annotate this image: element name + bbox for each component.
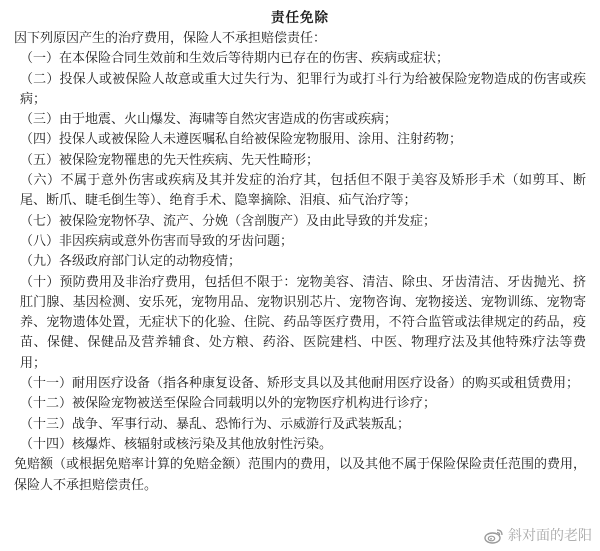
clause-5: （五）被保险宠物罹患的先天性疾病、先天性畸形； [20, 152, 320, 168]
clause-8: （八）非因疾病或意外伤害而导致的牙齿问题； [20, 233, 294, 249]
clause-14: （十四）核爆炸、核辐射或核污染及其他放射性污染。 [20, 436, 333, 452]
watermark [484, 525, 592, 545]
clause-12: （十二）被保险宠物被送至保险合同载明以外的宠物医疗机构进行诊疗； [20, 396, 437, 412]
clause-11: （十一）耐用医疗设备（指各种康复设备、矫形支具以及其他耐用医疗设备）的购买或租赁费用； [20, 376, 580, 392]
document-title: 责任免除 [271, 10, 329, 26]
clause-4: （四）投保人或被保险人未遵医嘱私自给被保险宠物服用、涂用、注射药物； [20, 132, 463, 148]
intro-paragraph: 因下列原因产生的治疗费用，保险人不承担赔偿责任： [14, 31, 327, 46]
clause-3: （三）由于地震、火山爆发、海啸等自然灾害造成的伤害或疾病； [20, 112, 398, 128]
clause-13: （十三）战争、军事行动、暴乱、恐怖行为、示威游行及武装叛乱； [20, 416, 411, 432]
closing-paragraph: 免赔额（或根据免赔率计算的免赔金额）范围内的费用，以及其他不属于保险保险责任范围的费用，保险人不承担赔偿责任。 [14, 457, 587, 493]
clause-2: （二）投保人或被保险人故意或重大过失行为、犯罪行为或打斗行为给被保险宠物造成的伤害或疾病； [20, 71, 586, 107]
watermark-text: 斜对面的老阳 [508, 528, 592, 544]
clause-1: （一）在本保险合同生效前和生效后等待期内已存在的伤害、疾病或症状； [20, 51, 450, 67]
clause-7: （七）被保险宠物怀孕、流产、分娩（含剖腹产）及由此导致的并发症； [20, 213, 437, 229]
clause-10: （十）预防费用及非治疗费用，包括但不限于：宠物美容、清洁、除虫、牙齿清洁、牙齿抛光、挤肛门腺、基因检测、安乐死，宠物用品、宠物识别芯片、宠物咨询、宠物接送、宠物训练、宠物寄养、宠物遗体处置，无症状下的化验、住院、药品等医疗费用，不符合监管或法律规定的药品，疫苗、保健、保健品及营养辅食、处方粮、药浴、医院建档、中医、物理疗法及其他特殊疗法等费用； [20, 274, 586, 371]
weibo-icon [484, 527, 504, 544]
clause-6: （六）不属于意外伤害或疾病及其并发症的治疗其，包括但不限于美容及矫形手术（如剪耳、断尾、断爪、睫毛倒生等）、绝育手术、隐睾摘除、泪痕、疝气治疗等； [20, 173, 586, 209]
clause-9: （九）各级政府部门认定的动物疫情； [20, 254, 242, 270]
